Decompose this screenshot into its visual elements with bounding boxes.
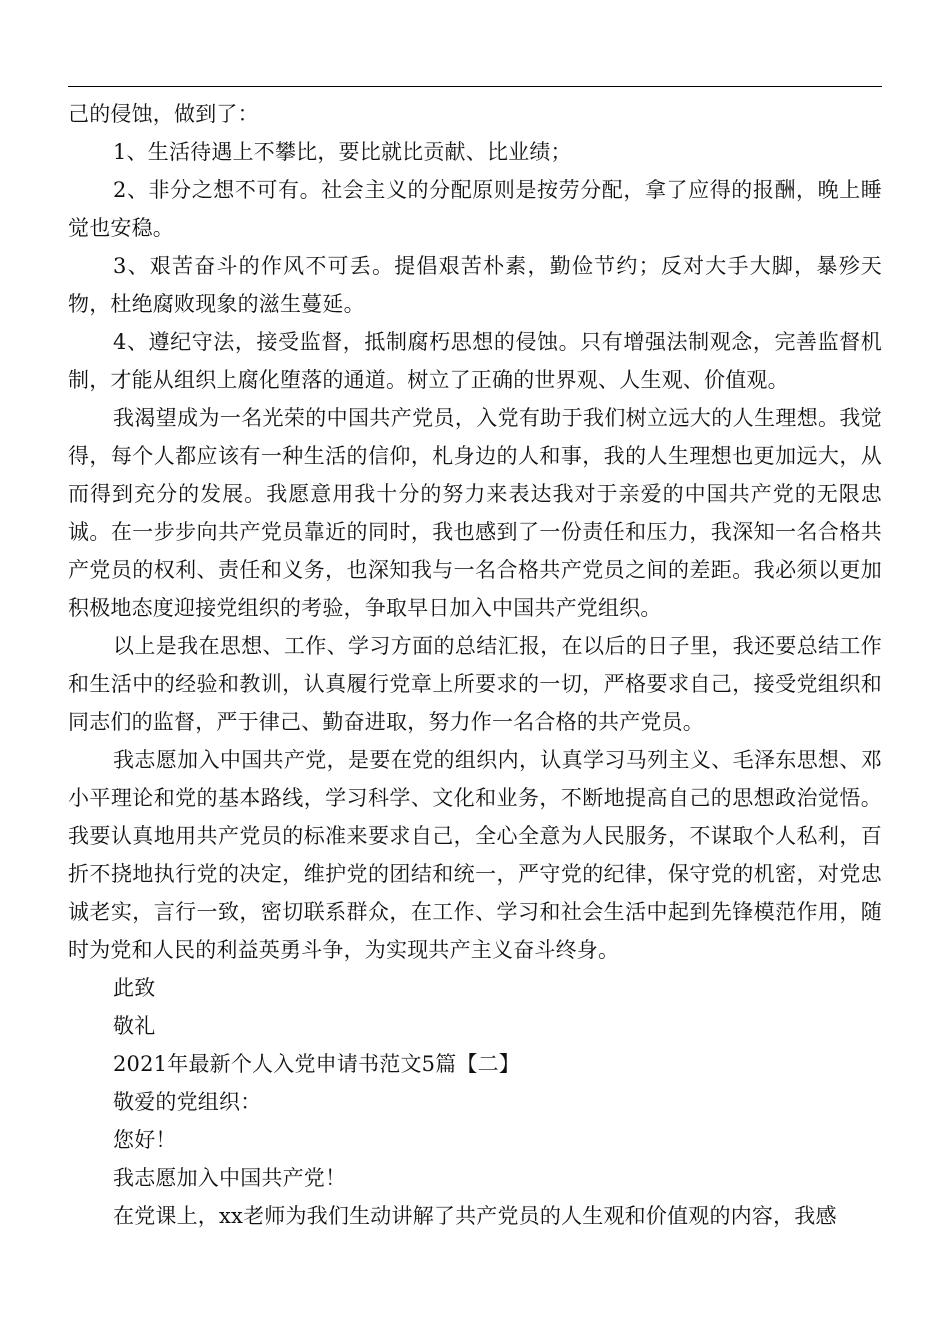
paragraph: 1、生活待遇上不攀比，要比就比贡献、比业绩；: [113, 140, 572, 164]
paragraph: 4、遵纪守法，接受监督，抵制腐朽思想的侵蚀。只有增强法制观念，完善监督机制，才能从组织上腐化堕落的通道。树立了正确的世界观、人生观、价值观。: [68, 330, 882, 392]
greeting-line: 敬爱的党组织：: [113, 1090, 262, 1114]
paragraph: 我志愿加入中国共产党，是要在党的组织内，认真学习马列主义、毛泽东思想、邓小平理论和党的基本路线，学习科学、文化和业务，不断地提高自己的思想政治觉悟。我要认真地用共产党员的标准来要求自己，全心全意为人民服务，不谋取个人私利，百折不挠地执行党的决定，维护党的团结和统一，严守党的纪律，保守党的机密，对党忠诚老实，言行一致，密切联系群众，在工作、学习和社会生活中起到先锋模范作用，随时为党和人民的利益英勇斗争，为实现共产主义奋斗终身。: [68, 748, 882, 962]
section-heading: 2021年最新个人入党申请书范文5篇【二】: [113, 1052, 521, 1076]
paragraph: 在党课上，xx老师为我们生动讲解了共产党员的人生观和价值观的内容，我感: [113, 1204, 837, 1228]
greeting-line: 您好！: [113, 1128, 177, 1152]
paragraph: 我志愿加入中国共产党！: [113, 1166, 347, 1190]
closing-line: 此致: [113, 976, 156, 1000]
salutation-line: 敬礼: [113, 1014, 156, 1038]
paragraph: 己的侵蚀，做到了：: [68, 102, 259, 126]
document-body: [68, 95, 882, 1235]
header-rule: [68, 86, 882, 87]
paragraph: 以上是我在思想、工作、学习方面的总结汇报，在以后的日子里，我还要总结工作和生活中的经验和教训，认真履行党章上所要求的一切，严格要求自己，接受党组织和同志们的监督，严于律己、勤奋进取，努力作一名合格的共产党员。: [68, 634, 882, 734]
paragraph: 2、非分之想不可有。社会主义的分配原则是按劳分配，拿了应得的报酬，晚上睡觉也安稳。: [68, 178, 882, 240]
paragraph: 我渴望成为一名光荣的中国共产党员，入党有助于我们树立远大的人生理想。我觉得，每个人都应该有一种生活的信仰，札身边的人和事，我的人生理想也更加远大，从而得到充分的发展。我愿意用我十分的努力来表达我对于亲爱的中国共产党的无限忠诚。在一步步向共产党员靠近的同时，我也感到了一份责任和压力，我深知一名合格共产党员的权利、责任和义务，也深知我与一名合格共产党员之间的差距。我必须以更加积极地态度迎接党组织的考验，争取早日加入中国共产党组织。: [68, 406, 882, 620]
paragraph: 3、艰苦奋斗的作风不可丢。提倡艰苦朴素，勤俭节约；反对大手大脚，暴殄天物，杜绝腐败现象的滋生蔓延。: [68, 254, 882, 316]
